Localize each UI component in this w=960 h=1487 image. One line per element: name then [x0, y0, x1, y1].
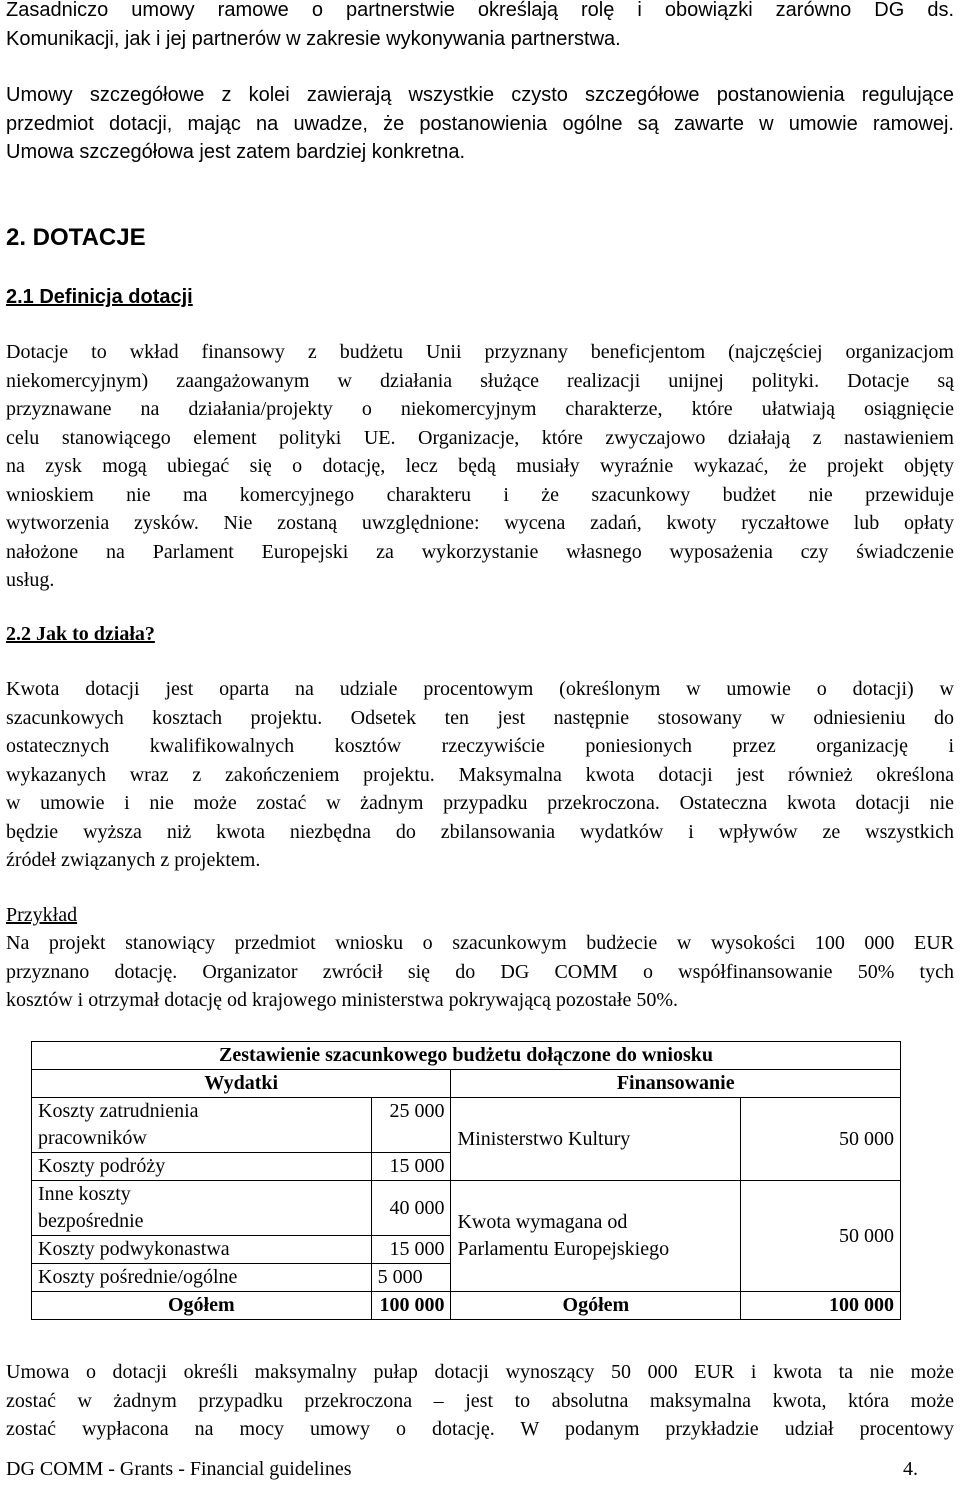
example-heading: Przykład	[6, 904, 78, 926]
text-line: wykazanych wraz z zakończeniem projektu. Maksymalna kwota dotacji jest również określona	[6, 763, 954, 786]
expense-label: Inne koszty bezpośrednie	[32, 1181, 372, 1236]
subsection-heading: 2.1 Definicja dotacji	[6, 286, 193, 308]
text-line: będzie wyższa niż kwota niezbędna do zbilansowania wydatków i wpływów ze wszystkich	[6, 820, 954, 843]
section-heading: 2. DOTACJE	[6, 224, 146, 251]
footer-title: DG COMM - Grants - Financial guidelines	[6, 1458, 352, 1480]
financing-source: Kwota wymagana od Parlamentu Europejskiego	[451, 1181, 741, 1292]
text-line: na zysk mogą ubiegać się o dotację, lecz będą musiały wyraźnie wykazać, że projekt objęty	[6, 455, 954, 477]
financing-amount: 50 000	[741, 1098, 901, 1181]
text-line: kosztów i otrzymał dotację od krajowego ministerstwa pokrywającą pozostałe 50%.	[6, 989, 679, 1011]
column-header-financing: Finansowanie	[451, 1070, 901, 1098]
column-header-expenses: Wydatki	[32, 1070, 451, 1098]
text-line: usług.	[6, 569, 55, 591]
text-line: wnioskiem nie ma komercyjnego charakteru i że szacunkowy budżet nie przewiduje	[6, 483, 954, 506]
text-line: przedmiot dotacji, mając na uwadze, że postanowienia ogólne są zawarte w umowie ramowej.	[6, 112, 954, 135]
subsection-heading: 2.2 Jak to działa?	[6, 623, 155, 645]
text-line: niekomercyjnym) zaangażowanym w działania służące realizacji unijnej polityki. Dotacje są	[6, 369, 954, 392]
how-it-works-paragraph	[6, 675, 954, 875]
total-label: Ogółem	[451, 1292, 741, 1320]
expense-amount: 15 000	[371, 1236, 451, 1264]
expense-label: Koszty podróży	[32, 1153, 372, 1181]
expense-label: Koszty zatrudnienia pracowników	[32, 1098, 372, 1153]
financing-amount: 50 000	[741, 1181, 901, 1292]
text-line: Kwota dotacji jest oparta na udziale procentowym (określonym w umowie o dotacji) w	[6, 678, 954, 700]
text-line: Dotacje to wkład finansowy z budżetu Unii przyznany beneficjentom (najczęściej organizacjom	[6, 341, 954, 363]
text-line: źródeł związanych z projektem.	[6, 849, 261, 871]
expense-amount: 40 000	[371, 1181, 451, 1236]
example-paragraph	[6, 929, 954, 1015]
text-line: zostać w żadnym przypadku przekroczona – jest to absolutna maksymalna kwota, która może	[6, 1389, 954, 1412]
expense-amount: 15 000	[371, 1153, 451, 1181]
text-line: zostać wypłacona na mocy umowy o dotację. W podanym przykładzie udział procentowy	[6, 1418, 954, 1440]
page-number: 4.	[903, 1458, 918, 1480]
total-expenses: 100 000	[371, 1292, 451, 1320]
specific-agreements-paragraph	[6, 81, 954, 167]
text-line: celu stanowiącego element polityki UE. Organizacje, które zwyczajowo działają z nastawieniem	[6, 426, 954, 449]
budget-table	[31, 1041, 901, 1320]
text-line: Zasadniczo umowy ramowe o partnerstwie określają rolę i obowiązki zarówno DG ds.	[6, 0, 954, 21]
expense-label: Koszty pośrednie/ogólne	[32, 1264, 372, 1292]
table-row	[32, 1098, 901, 1153]
definition-paragraph	[6, 338, 954, 595]
page-footer	[6, 1458, 918, 1481]
text-line: w umowie i nie może zostać w żadnym przypadku przekroczona. Ostateczna kwota dotacji nie	[6, 792, 954, 814]
table-total-row	[32, 1292, 901, 1320]
text-line: przyznawane na działania/projekty o niekomercyjnym charakterze, które ułatwiają osiągnięcie	[6, 398, 954, 420]
text-line: szacunkowych kosztach projektu. Odsetek ten jest następnie stosowany w odniesieniu do	[6, 706, 954, 729]
expense-amount: 5 000	[371, 1264, 451, 1292]
text-line: Umowa o dotacji określi maksymalny pułap dotacji wynoszący 50 000 EUR i kwota ta nie może	[6, 1361, 954, 1383]
text-line: Umowy szczegółowe z kolei zawierają wszystkie czysto szczegółowe postanowienia regulujące	[6, 84, 954, 106]
text-line: wytworzenia zysków. Nie zostaną uwzględnione: wycena zadań, kwoty ryczałtowe lub opłaty	[6, 512, 954, 534]
expense-amount: 25 000	[371, 1098, 451, 1153]
text-line: nałożone na Parlament Europejski za wykorzystanie własnego wyposażenia czy świadczenie	[6, 540, 954, 563]
closing-paragraph	[6, 1358, 954, 1444]
intro-paragraph	[6, 0, 954, 53]
text-line: Umowa szczegółowa jest zatem bardziej konkretna.	[6, 141, 466, 163]
financing-source: Ministerstwo Kultury	[451, 1098, 741, 1181]
total-financing: 100 000	[741, 1292, 901, 1320]
text-line: przyznano dotację. Organizator zwrócił się do DG COMM o współfinansowanie 50% tych	[6, 960, 954, 983]
total-label: Ogółem	[32, 1292, 372, 1320]
text-line: ostatecznych kwalifikowalnych kosztów rzeczywiście poniesionych przez organizację i	[6, 735, 954, 757]
text-line: Komunikacji, jak i jej partnerów w zakresie wykonywania partnerstwa.	[6, 27, 621, 50]
text-line: Na projekt stanowiący przedmiot wniosku o szacunkowym budżecie w wysokości 100 000 EUR	[6, 932, 954, 954]
table-row	[32, 1181, 901, 1236]
expense-label: Koszty podwykonastwa	[32, 1236, 372, 1264]
table-title: Zestawienie szacunkowego budżetu dołączone do wniosku	[32, 1042, 901, 1070]
